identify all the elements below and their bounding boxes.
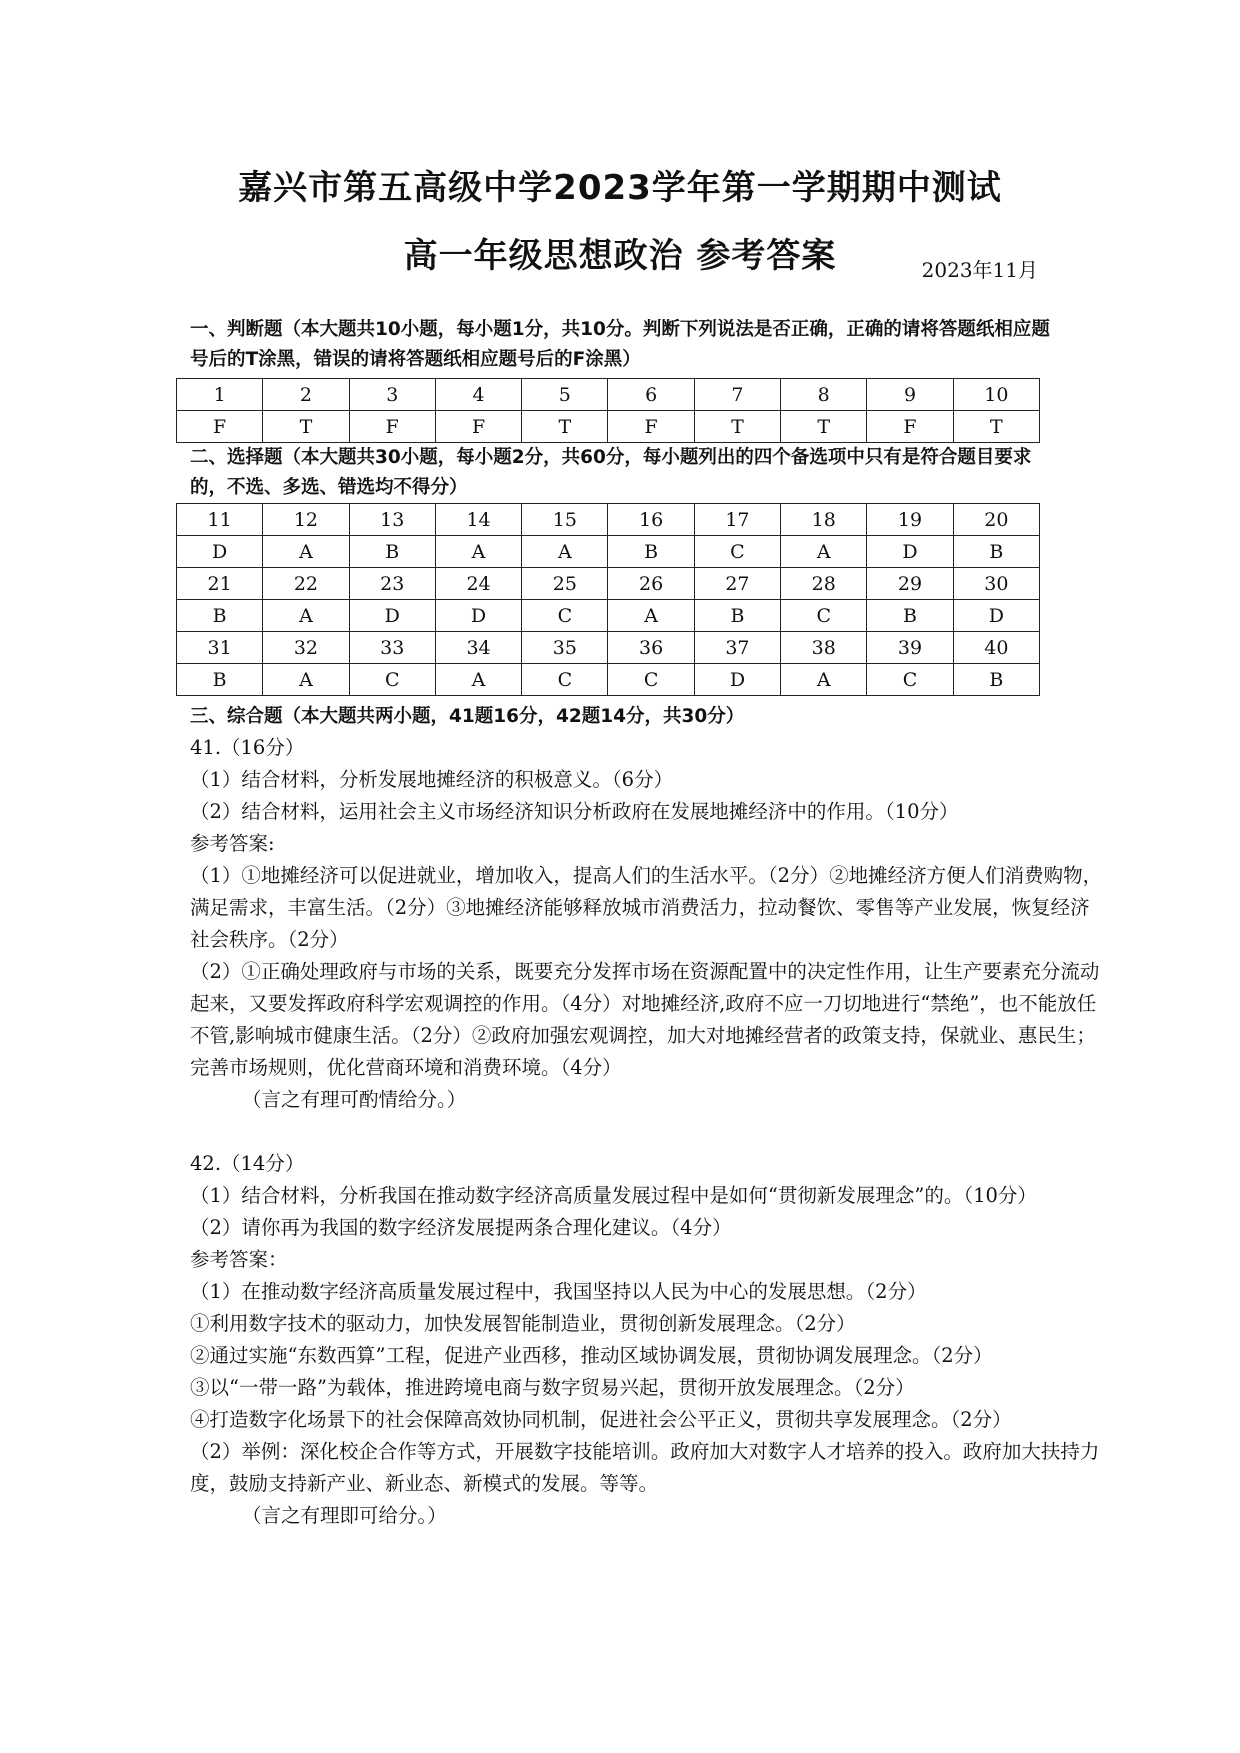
answer-cell: D [435, 600, 521, 632]
answer-cell: B [867, 600, 953, 632]
mc-table-row [177, 664, 1040, 696]
q41-reference-label: 参考答案: [190, 832, 275, 855]
section1-heading: 一、判断题（本大题共10小题，每小题1分，共10分。判断下列说法是否正确，正确的请将答题纸相应题号后的T涂黑，错误的请将答题纸相应题号后的F涂黑） [190, 319, 1050, 370]
answer-cell: A [263, 664, 349, 696]
question-number-cell: 34 [435, 632, 521, 664]
question-number-cell: 8 [781, 379, 867, 411]
q42-part1-question: （1）结合材料，分析我国在推动数字经济高质量发展过程中是如何“贯彻新发展理念”的。（10分） [190, 1184, 1037, 1207]
question-number-cell: 9 [867, 379, 953, 411]
spacer [190, 1116, 1105, 1148]
q42-part1-answer-intro: （1）在推动数字经济高质量发展过程中，我国坚持以人民为中心的发展思想。（2分） [190, 1280, 927, 1303]
mc-table-row [177, 568, 1040, 600]
question-number-cell: 22 [263, 568, 349, 600]
answer-cell: D [953, 600, 1039, 632]
question-number-cell: 40 [953, 632, 1039, 664]
question-number-cell: 19 [867, 504, 953, 536]
question-number-cell: 5 [522, 379, 608, 411]
answer-cell: A [781, 664, 867, 696]
q42-note: （言之有理即可给分。） [242, 1504, 447, 1527]
answer-cell: T [522, 411, 608, 443]
question-number-cell: 23 [349, 568, 435, 600]
question-number-cell: 1 [177, 379, 263, 411]
answer-cell: F [349, 411, 435, 443]
question-number-cell: 25 [522, 568, 608, 600]
question-number-cell: 4 [435, 379, 521, 411]
answer-cell: B [953, 664, 1039, 696]
question-number-cell: 12 [263, 504, 349, 536]
q42-reference-label: 参考答案： [190, 1248, 288, 1271]
q42-part2-question: （2）请你再为我国的数字经济发展提两条合理化建议。（4分） [190, 1216, 732, 1239]
document-title: 嘉兴市第五高级中学2023学年第一学期期中测试 [238, 168, 1002, 208]
answer-cell: D [349, 600, 435, 632]
document-subtitle: 高一年级思想政治 参考答案 [403, 236, 837, 276]
answer-cell: D [694, 664, 780, 696]
question-number-cell: 27 [694, 568, 780, 600]
answer-cell: C [781, 600, 867, 632]
question-number-cell: 26 [608, 568, 694, 600]
question-number-cell: 38 [781, 632, 867, 664]
question-number-cell: 39 [867, 632, 953, 664]
answer-cell: C [522, 600, 608, 632]
q41-part1-question: （1）结合材料，分析发展地摊经济的积极意义。（6分） [190, 768, 674, 791]
answer-cell: A [522, 536, 608, 568]
question-number-cell: 28 [781, 568, 867, 600]
question-number-cell: 20 [953, 504, 1039, 536]
q42-answer-point4: ④打造数字化场景下的社会保障高效协同机制，促进社会公平正义，贯彻共享发展理念。（2分） [190, 1408, 1012, 1431]
answer-cell: F [177, 411, 263, 443]
mc-table-row [177, 600, 1040, 632]
section2-heading: 二、选择题（本大题共30小题，每小题2分，共60分，每小题列出的四个备选项中只有是符合题目要求的，不选、多选、错选均不得分） [190, 447, 1032, 498]
answer-cell: D [177, 536, 263, 568]
question-number-cell: 11 [177, 504, 263, 536]
question-number-cell: 2 [263, 379, 349, 411]
question-number-cell: 18 [781, 504, 867, 536]
tf-table-row [177, 411, 1040, 443]
question-number-cell: 35 [522, 632, 608, 664]
answer-cell: F [608, 411, 694, 443]
answer-cell: F [867, 411, 953, 443]
answer-cell: C [522, 664, 608, 696]
answer-cell: A [435, 536, 521, 568]
question-number-cell: 32 [263, 632, 349, 664]
q41-header: 41.（16分） [190, 736, 305, 759]
q41-part2-question: （2）结合材料，运用社会主义市场经济知识分析政府在发展地摊经济中的作用。（10分） [190, 800, 959, 823]
answer-cell: B [177, 664, 263, 696]
q42-header: 42.（14分） [190, 1152, 305, 1175]
mc-table-row [177, 536, 1040, 568]
q41-note: （言之有理可酌情给分。） [242, 1088, 467, 1111]
question-number-cell: 13 [349, 504, 435, 536]
question-number-cell: 30 [953, 568, 1039, 600]
answer-cell: F [435, 411, 521, 443]
answer-cell: T [781, 411, 867, 443]
question-number-cell: 7 [694, 379, 780, 411]
q41-part2-answer: （2）①正确处理政府与市场的关系，既要充分发挥市场在资源配置中的决定性作用，让生产要素充分流动起来，又要发挥政府科学宏观调控的作用。（4分）对地摊经济,政府不应一刀切地进行“禁绝”，也不能放任不管,影响城市健康生活。（2分）②政府加强宏观调控，加大对地摊经营者的政策支持，保就业、惠民生；完善市场规则，优化营商环境和消费环境。（4分） [190, 960, 1100, 1079]
tf-table-row [177, 379, 1040, 411]
mc-table-row [177, 504, 1040, 536]
answer-cell: A [263, 536, 349, 568]
question-number-cell: 24 [435, 568, 521, 600]
question-number-cell: 17 [694, 504, 780, 536]
question-number-cell: 33 [349, 632, 435, 664]
answer-cell: B [177, 600, 263, 632]
answer-cell: B [349, 536, 435, 568]
answer-cell: A [781, 536, 867, 568]
question-number-cell: 29 [867, 568, 953, 600]
answer-cell: B [953, 536, 1039, 568]
question-number-cell: 21 [177, 568, 263, 600]
q42-answer-point3: ③以“一带一路”为载体，推进跨境电商与数字贸易兴起，贯彻开放发展理念。（2分） [190, 1376, 915, 1399]
section3-heading: 三、综合题（本大题共两小题，41题16分，42题14分，共30分） [190, 706, 745, 727]
question-number-cell: 3 [349, 379, 435, 411]
question-number-cell: 16 [608, 504, 694, 536]
q42-answer-point2: ②通过实施“东数西算”工程，促进产业西移，推动区域协调发展，贯彻协调发展理念。（2分） [190, 1344, 993, 1367]
question-number-cell: 31 [177, 632, 263, 664]
multiple-choice-answer-table [176, 503, 1040, 696]
answer-cell: A [435, 664, 521, 696]
answer-cell: A [608, 600, 694, 632]
answer-cell: T [694, 411, 780, 443]
answer-cell: T [263, 411, 349, 443]
q42-answer-point1: ①利用数字技术的驱动力，加快发展智能制造业，贯彻创新发展理念。（2分） [190, 1312, 856, 1335]
question-number-cell: 37 [694, 632, 780, 664]
question-number-cell: 36 [608, 632, 694, 664]
answer-cell: B [694, 600, 780, 632]
document-date: 2023年11月 [921, 258, 1038, 282]
question-number-cell: 14 [435, 504, 521, 536]
question-number-cell: 6 [608, 379, 694, 411]
section3-body [190, 732, 1105, 1532]
mc-table-row [177, 632, 1040, 664]
q42-part2-answer: （2）举例：深化校企合作等方式，开展数字技能培训。政府加大对数字人才培养的投入。政府加大扶持力度，鼓励支持新产业、新业态、新模式的发展。等等。 [190, 1440, 1100, 1495]
answer-cell: T [953, 411, 1039, 443]
answer-cell: C [694, 536, 780, 568]
answer-cell: C [349, 664, 435, 696]
answer-cell: B [608, 536, 694, 568]
question-number-cell: 15 [522, 504, 608, 536]
question-number-cell: 10 [953, 379, 1039, 411]
answer-cell: A [263, 600, 349, 632]
q41-part1-answer: （1）①地摊经济可以促进就业，增加收入，提高人们的生活水平。（2分）②地摊经济方便人们消费购物，满足需求，丰富生活。（2分）③地摊经济能够释放城市消费活力，拉动餐饮、零售等产业发展，恢复经济社会秩序。（2分） [190, 864, 1103, 951]
true-false-answer-table [176, 378, 1040, 443]
answer-cell: D [867, 536, 953, 568]
answer-cell: C [608, 664, 694, 696]
answer-cell: C [867, 664, 953, 696]
